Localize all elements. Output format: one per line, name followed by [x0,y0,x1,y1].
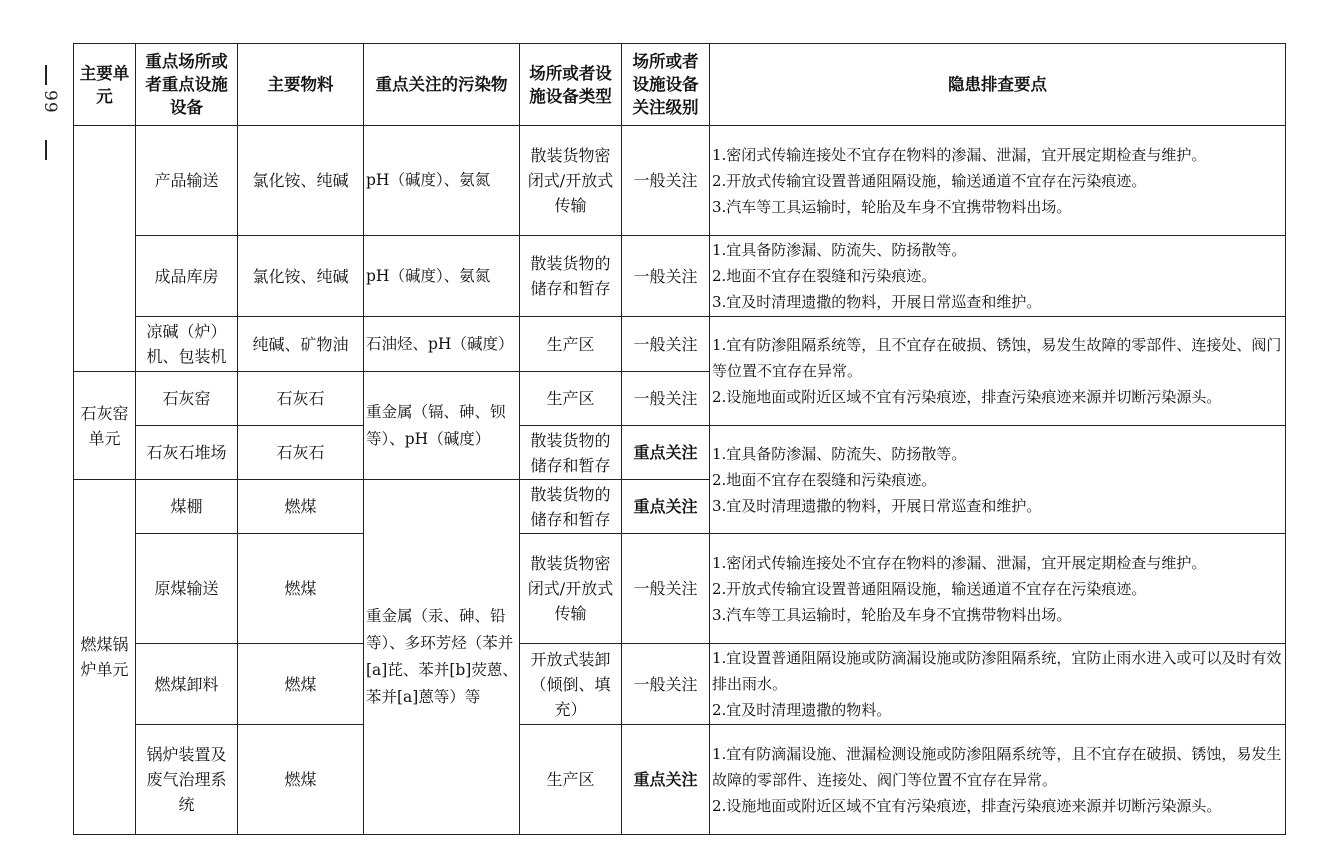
points-cell [710,426,1286,534]
facility-cell: 凉碱（炉）机、包装机 [136,317,238,372]
material-cell: 燃煤 [238,725,364,835]
material-cell: 石灰石 [238,426,364,480]
pollutant-cell: pH（碱度）、氨氮 [364,236,520,317]
material-cell: 燃煤 [238,480,364,534]
point-line: 1.密闭式传输连接处不宜存在物料的渗漏、泄漏，宜开展定期检查与维护。 [712,145,1207,164]
point-line: 3.宜及时清理遗撒的物料，开展日常巡查和维护。 [712,496,1042,515]
points-cell [710,534,1286,644]
point-line: 1.密闭式传输连接处不宜存在物料的渗漏、泄漏，宜开展定期检查与维护。 [712,553,1207,572]
table-row [74,644,1286,725]
point-line: 2.设施地面或附近区域不宜有污染痕迹，排查污染痕迹来源并切断污染源头。 [712,388,1222,406]
table-row [74,126,1286,236]
point-line: 1.宜有防渗阻隔系统等，且不宜存在破损、锈蚀，易发生故障的零部件、连接处、阀门等位置不宜存在异常。 [712,336,1282,380]
header-type: 场所或者设施设备类型 [520,44,622,126]
page-number-dash-bottom [45,140,47,160]
point-line: 2.开放式传输宜设置普通阻隔设施，输送通道不宜存在污染痕迹。 [712,171,1147,190]
level-cell: 一般关注 [622,236,710,317]
point-line: 2.地面不宜存在裂缝和污染痕迹。 [712,470,937,489]
pollutant-cell: 重金属（镉、砷、钡等）、pH（碱度） [364,372,520,480]
level-cell-key: 重点关注 [622,426,710,480]
facility-cell: 石灰石堆场 [136,426,238,480]
table-row [74,236,1286,317]
material-cell: 燃煤 [238,534,364,644]
facility-cell: 成品库房 [136,236,238,317]
material-cell: 燃煤 [238,644,364,725]
level-cell: 一般关注 [622,317,710,372]
point-line: 3.汽车等工具运输时，轮胎及车身不宜携带物料出场。 [712,197,1072,216]
type-cell: 生产区 [520,317,622,372]
table-row [74,725,1286,835]
point-line: 1.宜有防滴漏设施、泄漏检测设施或防渗阻隔系统等，且不宜存在破损、锈蚀，易发生故障的零部件、连接处、阀门等位置不宜存在异常。 [712,744,1282,789]
type-cell: 散装货物的储存和暂存 [520,236,622,317]
level-cell: 一般关注 [622,534,710,644]
unit-cell: 燃煤锅炉单元 [74,480,136,835]
type-cell: 生产区 [520,725,622,835]
type-cell: 散装货物的储存和暂存 [520,480,622,534]
point-line: 3.汽车等工具运输时，轮胎及车身不宜携带物料出场。 [712,605,1072,624]
header-points: 隐患排查要点 [710,44,1286,126]
header-facility: 重点场所或者重点设施设备 [136,44,238,126]
facility-cell: 石灰窑 [136,372,238,426]
point-line: 1.宜具备防渗漏、防流失、防扬散等。 [712,444,967,463]
type-cell: 散装货物密闭式/开放式传输 [520,126,622,236]
page-number-dash-top [45,65,47,85]
unit-cell: 石灰窑单元 [74,372,136,480]
header-unit: 主要单元 [74,44,136,126]
header-material: 主要物料 [238,44,364,126]
type-cell: 散装货物的储存和暂存 [520,426,622,480]
facility-cell: 煤棚 [136,480,238,534]
level-cell-key: 重点关注 [622,725,710,835]
point-line: 2.地面不宜存在裂缝和污染痕迹。 [712,267,937,285]
level-cell: 一般关注 [622,644,710,725]
type-cell: 生产区 [520,372,622,426]
level-cell: 一般关注 [622,372,710,426]
facility-cell: 锅炉装置及废气治理系统 [136,725,238,835]
pollutant-cell: pH（碱度）、氨氮 [364,126,520,236]
table-row [74,426,1286,480]
points-cell [710,644,1286,725]
hazard-check-table [73,43,1286,835]
point-line: 2.宜及时清理遗撒的物料。 [712,701,892,719]
material-cell: 纯碱、矿物油 [238,317,364,372]
type-cell: 散装货物密闭式/开放式传输 [520,534,622,644]
table-header-row [74,44,1286,126]
points-cell [710,725,1286,835]
pollutant-cell: 石油烃、pH（碱度） [364,317,520,372]
unit-cell-blank [74,126,136,372]
facility-cell: 原煤输送 [136,534,238,644]
level-cell-key: 重点关注 [622,480,710,534]
point-line: 1.宜设置普通阻隔设施或防滴漏设施或防渗阻隔系统，宜防止雨水进入或可以及时有效排出雨水。 [712,649,1282,693]
material-cell: 氯化铵、纯碱 [238,126,364,236]
points-cell [710,236,1286,317]
material-cell: 石灰石 [238,372,364,426]
table-row [74,534,1286,644]
point-line: 2.设施地面或附近区域不宜有污染痕迹，排查污染痕迹来源并切断污染源头。 [712,796,1222,815]
point-line: 1.宜具备防渗漏、防流失、防扬散等。 [712,241,967,259]
level-cell: 一般关注 [622,126,710,236]
header-pollutant: 重点关注的污染物 [364,44,520,126]
facility-cell: 燃煤卸料 [136,644,238,725]
header-level: 场所或者设施设备关注级别 [622,44,710,126]
point-line: 2.开放式传输宜设置普通阻隔设施，输送通道不宜存在污染痕迹。 [712,579,1147,598]
facility-cell: 产品输送 [136,126,238,236]
table-row [74,317,1286,372]
type-cell: 开放式装卸（倾倒、填充） [520,644,622,725]
points-cell [710,317,1286,426]
point-line: 3.宜及时清理遗撒的物料，开展日常巡查和维护。 [712,293,1042,311]
points-cell [710,126,1286,236]
pollutant-cell: 重金属（汞、砷、铅等）、多环芳烃（苯并[a]芘、苯并[b]荧蒽、苯并[a]蒽等）等 [364,480,520,835]
material-cell: 氯化铵、纯碱 [238,236,364,317]
